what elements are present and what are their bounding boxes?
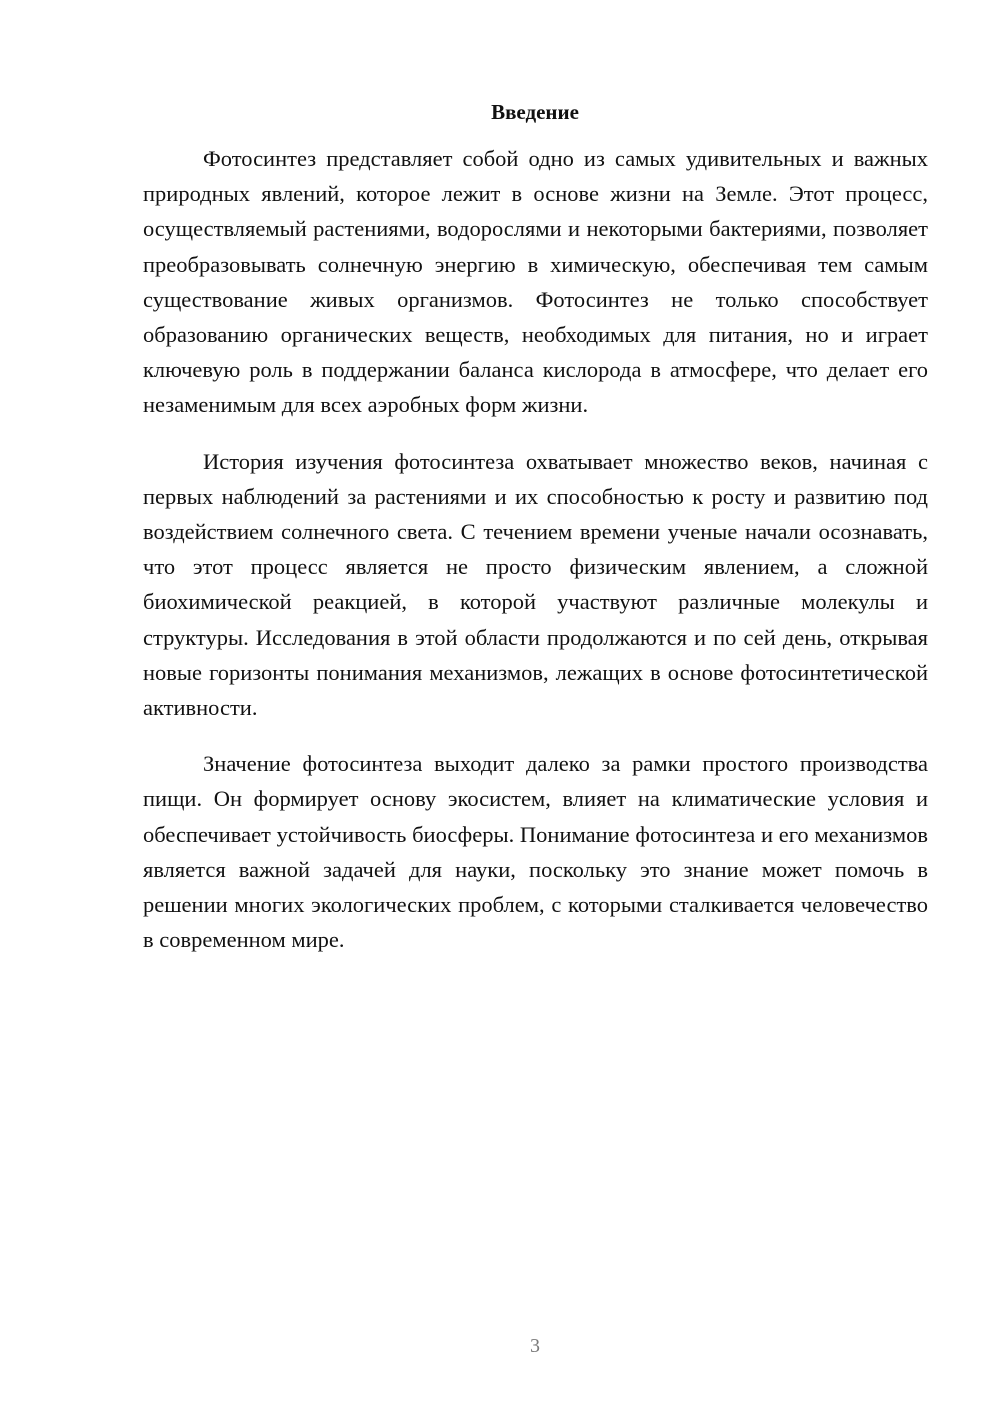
paragraph-3: Значение фотосинтеза выходит далеко за рамки простого производства пищи. Он формирует основу экосистем, влияет на климатические условия и обеспечивает устойчивость биосферы. Понимание фотосинтеза и его механизмов является важной задачей для науки, поскольку это знание может помочь в решении многих экологических проблем, с которыми сталкивается человечество в современном мире. <box>143 751 928 953</box>
page-number: 3 <box>530 1335 540 1357</box>
document-body <box>143 141 928 978</box>
paragraph-2: История изучения фотосинтеза охватывает множество веков, начиная с первых наблюдений за растениями и их способностью к росту и развитию под воздействием солнечного света. С течением времени ученые начали осознавать, что этот процесс является не просто физическим явлением, а сложной биохимической реакцией, в которой участвуют различные молекулы и структуры. Исследования в этой области продолжаются и по сей день, открывая новые горизонты понимания механизмов, лежащих в основе фотосинтетической активности. <box>143 448 928 721</box>
section-heading: Введение <box>491 100 579 124</box>
paragraph-1: Фотосинтез представляет собой одно из самых удивительных и важных природных явлений, которое лежит в основе жизни на Земле. Этот процесс, осуществляемый растениями, водорослями и некоторыми бактериями, позволяет преобразовывать солнечную энергию в химическую, обеспечивая тем самым существование живых организмов. Фотосинтез не только способствует образованию органических веществ, необходимых для питания, но и играет ключевую роль в поддержании баланса кислорода в атмосфере, что делает его незаменимым для всех аэробных форм жизни. <box>143 146 928 418</box>
